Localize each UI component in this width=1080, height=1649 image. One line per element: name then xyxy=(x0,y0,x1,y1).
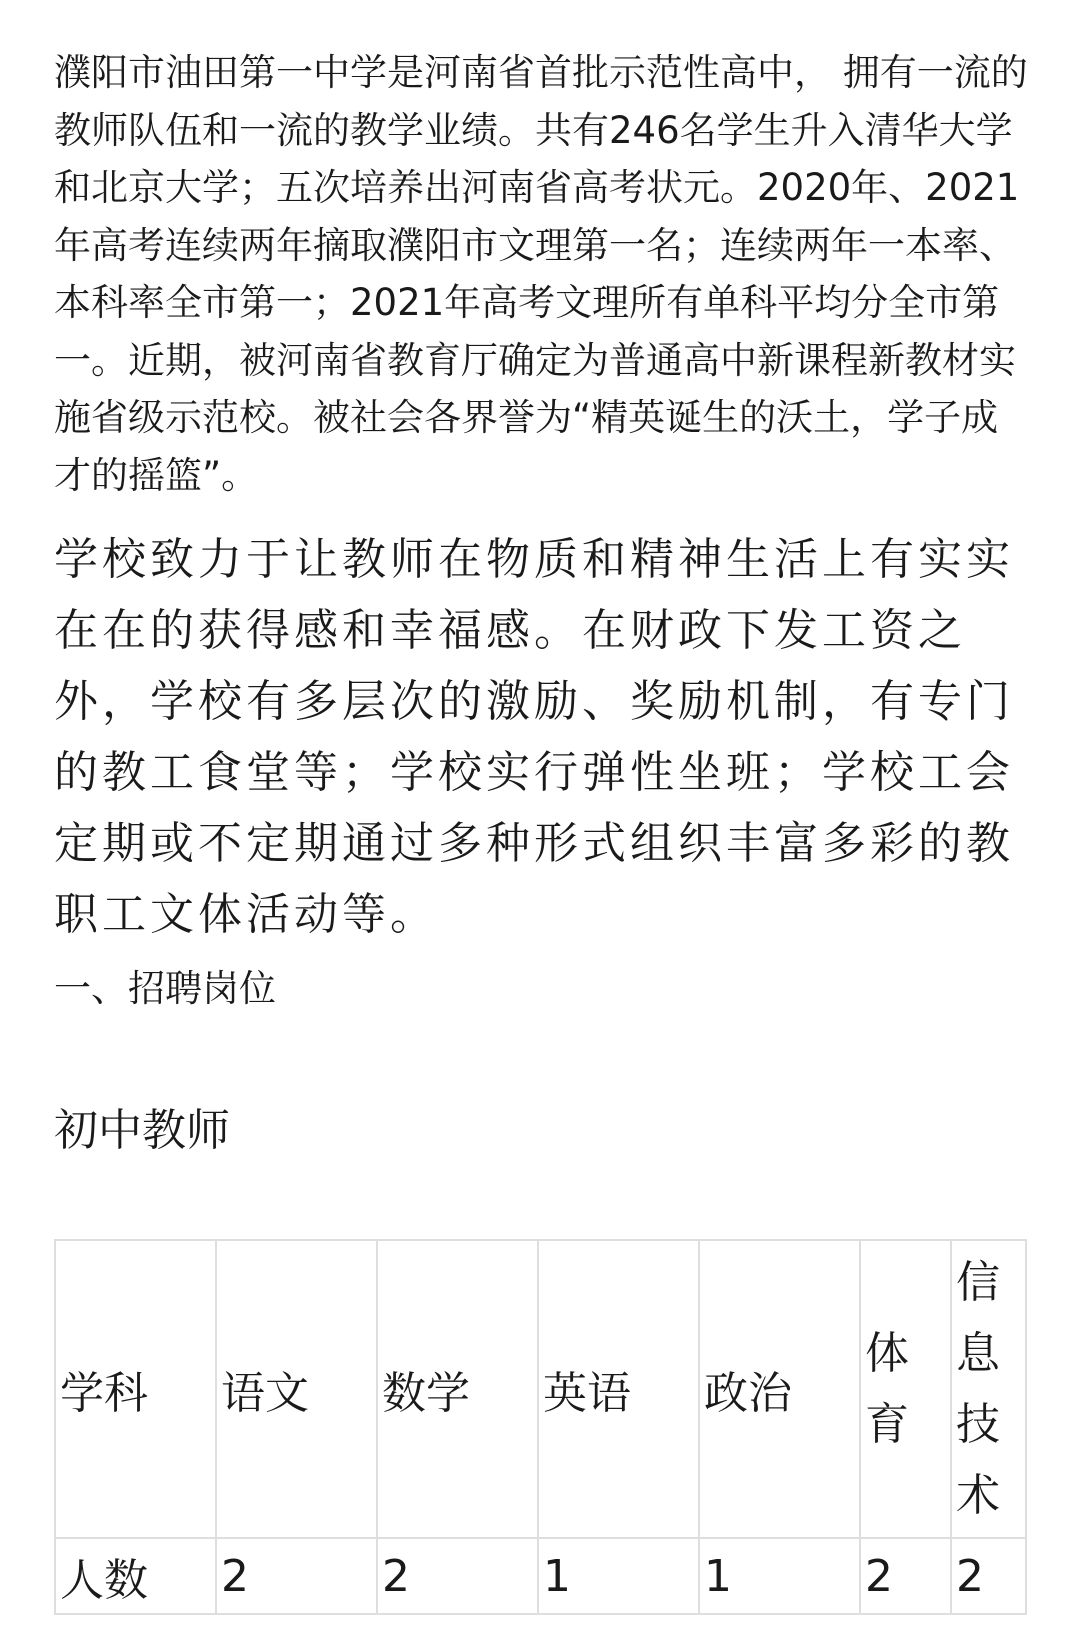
count-cell-pe: 2 xyxy=(860,1538,951,1614)
count-cell-label: 人数 xyxy=(55,1538,216,1614)
header-cell-subject: 学科 xyxy=(55,1240,216,1538)
count-cell-chinese: 2 xyxy=(216,1538,377,1614)
table-header-row xyxy=(55,1240,1026,1538)
count-cell-english: 1 xyxy=(538,1538,699,1614)
count-cell-politics: 1 xyxy=(699,1538,860,1614)
section-heading: 一、招聘岗位 xyxy=(54,967,276,1010)
benefits-paragraph: 学校致力于让教师在物质和精神生活上有实实在在的获得感和幸福感。在财政下发工资之外，学校有多层次的激励、奖励机制，有专门的教工食堂等；学校实行弹性坐班；学校工会定期或不定期通过多种形式组织丰富多彩的教职工文体活动等。 xyxy=(54,534,1014,940)
count-cell-math: 2 xyxy=(377,1538,538,1614)
positions-table xyxy=(54,1239,1027,1615)
subheading-junior-teacher: 初中教师 xyxy=(54,1105,230,1156)
header-cell-chinese: 语文 xyxy=(216,1240,377,1538)
count-cell-it: 2 xyxy=(951,1538,1026,1614)
header-cell-pe xyxy=(860,1240,951,1538)
header-cell-english: 英语 xyxy=(538,1240,699,1538)
header-text-pe: 体育 xyxy=(865,1328,909,1450)
header-cell-it xyxy=(951,1240,1026,1538)
header-text-it: 信息技术 xyxy=(956,1257,1000,1521)
header-cell-politics: 政治 xyxy=(699,1240,860,1538)
header-cell-math: 数学 xyxy=(377,1240,538,1538)
table-row xyxy=(55,1538,1026,1614)
intro-paragraph: 濮阳市油田第一中学是河南省首批示范性高中， 拥有一流的教师队伍和一流的教学业绩。共有246名学生升入清华大学和北京大学；五次培养出河南省高考状元。2020年、2021年高考连续两年摘取濮阳市文理第一名；连续两年一本率、本科率全市第一；2021年高考文理所有单科平均分全市第一。近期，被河南省教育厅确定为普通高中新课程新教材实施省级示范校。被社会各界誉为“精英诞生的沃土，学子成才的摇篮”。 xyxy=(54,51,1028,497)
